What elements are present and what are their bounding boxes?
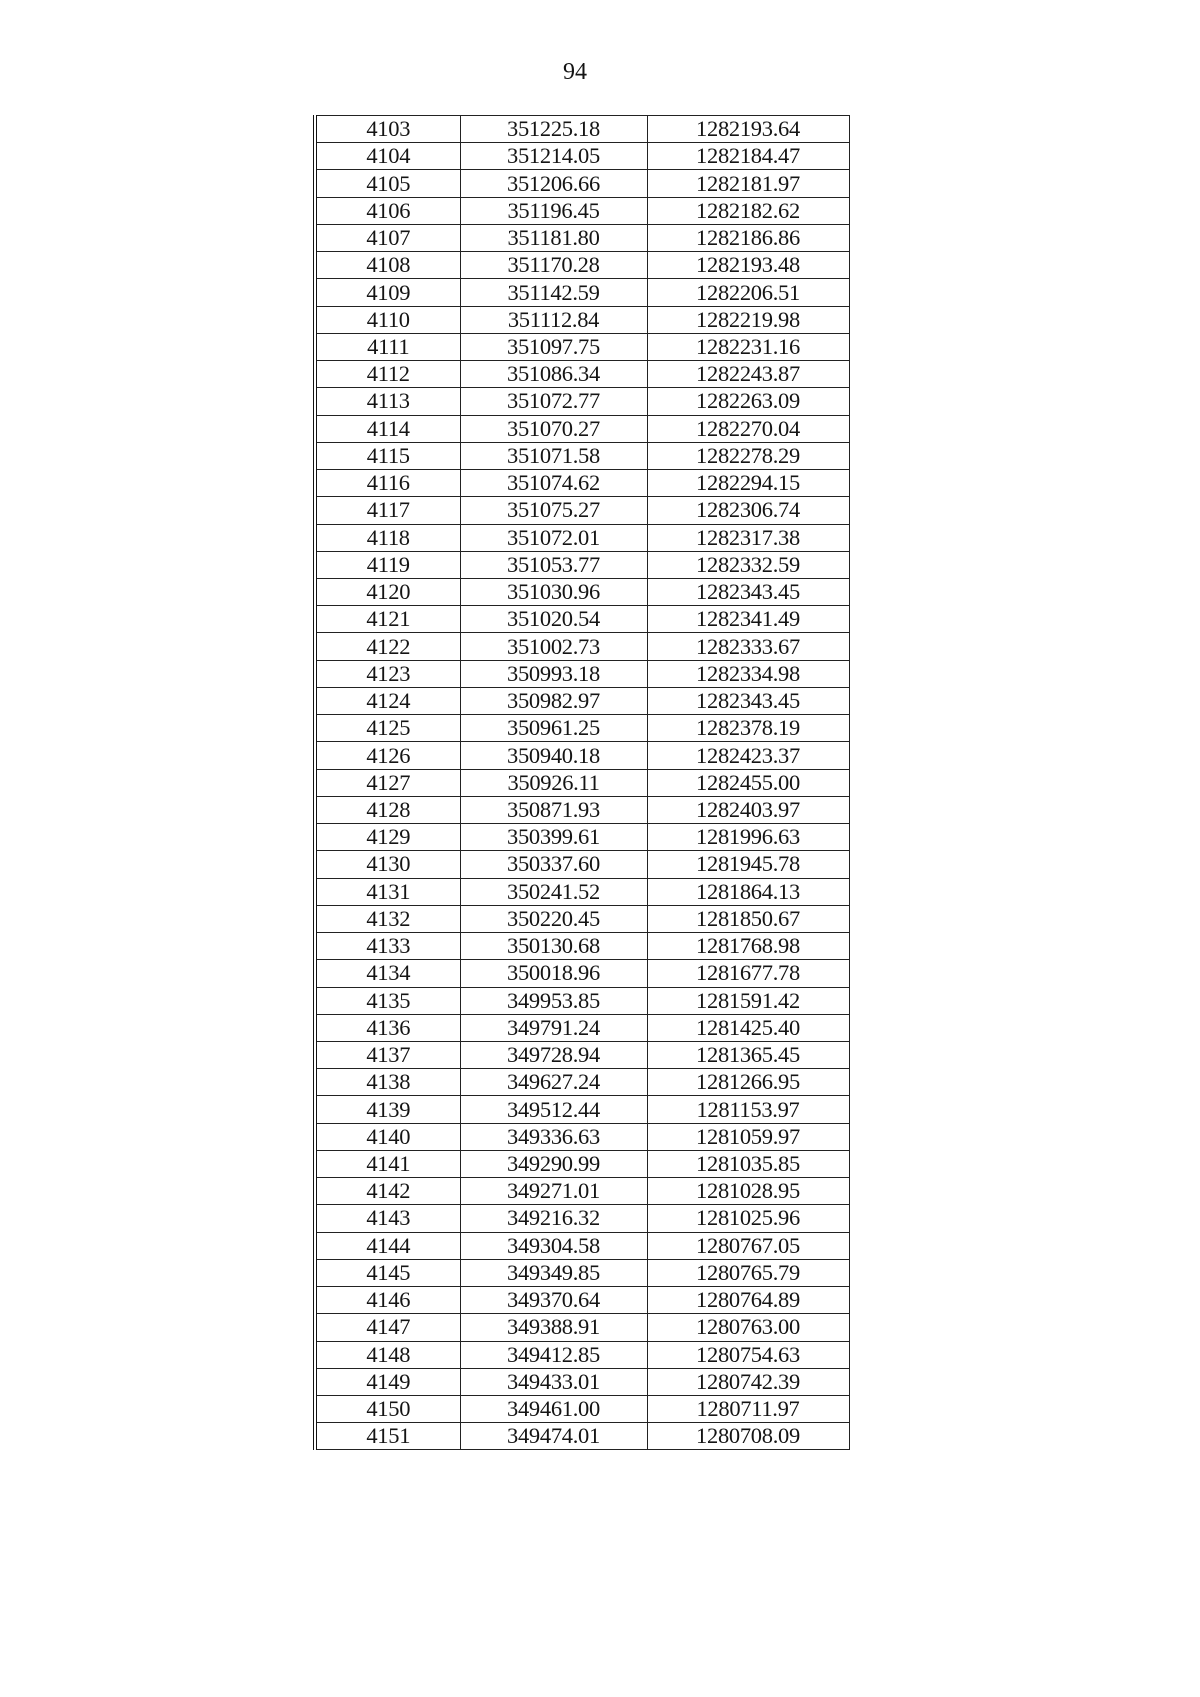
table-row bbox=[315, 1096, 849, 1123]
point-number-cell: 4107 bbox=[315, 224, 460, 251]
point-number-cell: 4142 bbox=[315, 1178, 460, 1205]
table-row bbox=[315, 742, 849, 769]
y-coordinate-cell: 1282455.00 bbox=[647, 769, 849, 796]
point-number-cell: 4112 bbox=[315, 361, 460, 388]
x-coordinate-cell: 349271.01 bbox=[460, 1178, 647, 1205]
table-row bbox=[315, 1150, 849, 1177]
table-row bbox=[315, 143, 849, 170]
point-number-cell: 4108 bbox=[315, 252, 460, 279]
table-row bbox=[315, 1314, 849, 1341]
point-number-cell: 4120 bbox=[315, 578, 460, 605]
x-coordinate-cell: 349216.32 bbox=[460, 1205, 647, 1232]
table-row bbox=[315, 878, 849, 905]
y-coordinate-cell: 1282193.64 bbox=[647, 116, 849, 143]
point-number-cell: 4132 bbox=[315, 905, 460, 932]
point-number-cell: 4136 bbox=[315, 1014, 460, 1041]
x-coordinate-cell: 350399.61 bbox=[460, 824, 647, 851]
table-row bbox=[315, 1178, 849, 1205]
x-coordinate-cell: 349304.58 bbox=[460, 1232, 647, 1259]
x-coordinate-cell: 349388.91 bbox=[460, 1314, 647, 1341]
x-coordinate-cell: 351206.66 bbox=[460, 170, 647, 197]
y-coordinate-cell: 1282333.67 bbox=[647, 633, 849, 660]
point-number-cell: 4139 bbox=[315, 1096, 460, 1123]
table-row bbox=[315, 1232, 849, 1259]
point-number-cell: 4113 bbox=[315, 388, 460, 415]
y-coordinate-cell: 1282219.98 bbox=[647, 306, 849, 333]
table-row bbox=[315, 1341, 849, 1368]
x-coordinate-cell: 350337.60 bbox=[460, 851, 647, 878]
y-coordinate-cell: 1280742.39 bbox=[647, 1368, 849, 1395]
table-row bbox=[315, 933, 849, 960]
point-number-cell: 4151 bbox=[315, 1423, 460, 1450]
x-coordinate-cell: 351020.54 bbox=[460, 606, 647, 633]
table-row bbox=[315, 796, 849, 823]
x-coordinate-cell: 351053.77 bbox=[460, 551, 647, 578]
x-coordinate-cell: 349728.94 bbox=[460, 1041, 647, 1068]
x-coordinate-cell: 350993.18 bbox=[460, 660, 647, 687]
point-number-cell: 4105 bbox=[315, 170, 460, 197]
point-number-cell: 4130 bbox=[315, 851, 460, 878]
point-number-cell: 4133 bbox=[315, 933, 460, 960]
table-row bbox=[315, 197, 849, 224]
point-number-cell: 4115 bbox=[315, 442, 460, 469]
table-row bbox=[315, 633, 849, 660]
y-coordinate-cell: 1282317.38 bbox=[647, 524, 849, 551]
y-coordinate-cell: 1280711.97 bbox=[647, 1396, 849, 1423]
y-coordinate-cell: 1281945.78 bbox=[647, 851, 849, 878]
y-coordinate-cell: 1280765.79 bbox=[647, 1259, 849, 1286]
x-coordinate-cell: 350940.18 bbox=[460, 742, 647, 769]
x-coordinate-cell: 351112.84 bbox=[460, 306, 647, 333]
point-number-cell: 4126 bbox=[315, 742, 460, 769]
table-row bbox=[315, 851, 849, 878]
point-number-cell: 4123 bbox=[315, 660, 460, 687]
x-coordinate-cell: 349336.63 bbox=[460, 1123, 647, 1150]
coordinates-table bbox=[313, 115, 850, 1450]
point-number-cell: 4141 bbox=[315, 1150, 460, 1177]
x-coordinate-cell: 351086.34 bbox=[460, 361, 647, 388]
table-row bbox=[315, 606, 849, 633]
x-coordinate-cell: 349370.64 bbox=[460, 1287, 647, 1314]
table-row bbox=[315, 470, 849, 497]
x-coordinate-cell: 351002.73 bbox=[460, 633, 647, 660]
point-number-cell: 4129 bbox=[315, 824, 460, 851]
y-coordinate-cell: 1282423.37 bbox=[647, 742, 849, 769]
table-row bbox=[315, 1423, 849, 1450]
x-coordinate-cell: 350241.52 bbox=[460, 878, 647, 905]
point-number-cell: 4125 bbox=[315, 715, 460, 742]
table-row bbox=[315, 361, 849, 388]
page-number: 94 bbox=[563, 59, 587, 85]
table-row bbox=[315, 442, 849, 469]
y-coordinate-cell: 1282182.62 bbox=[647, 197, 849, 224]
x-coordinate-cell: 350926.11 bbox=[460, 769, 647, 796]
x-coordinate-cell: 351170.28 bbox=[460, 252, 647, 279]
x-coordinate-cell: 350220.45 bbox=[460, 905, 647, 932]
point-number-cell: 4145 bbox=[315, 1259, 460, 1286]
x-coordinate-cell: 350130.68 bbox=[460, 933, 647, 960]
point-number-cell: 4143 bbox=[315, 1205, 460, 1232]
table-row bbox=[315, 1259, 849, 1286]
table-row bbox=[315, 388, 849, 415]
y-coordinate-cell: 1281425.40 bbox=[647, 1014, 849, 1041]
table-row bbox=[315, 987, 849, 1014]
table-row bbox=[315, 1069, 849, 1096]
point-number-cell: 4114 bbox=[315, 415, 460, 442]
y-coordinate-cell: 1281028.95 bbox=[647, 1178, 849, 1205]
point-number-cell: 4121 bbox=[315, 606, 460, 633]
x-coordinate-cell: 349474.01 bbox=[460, 1423, 647, 1450]
y-coordinate-cell: 1282334.98 bbox=[647, 660, 849, 687]
point-number-cell: 4137 bbox=[315, 1041, 460, 1068]
y-coordinate-cell: 1282343.45 bbox=[647, 578, 849, 605]
table-row bbox=[315, 1123, 849, 1150]
table-row bbox=[315, 252, 849, 279]
table-row bbox=[315, 415, 849, 442]
y-coordinate-cell: 1281768.98 bbox=[647, 933, 849, 960]
x-coordinate-cell: 349953.85 bbox=[460, 987, 647, 1014]
table-row bbox=[315, 333, 849, 360]
x-coordinate-cell: 351030.96 bbox=[460, 578, 647, 605]
point-number-cell: 4122 bbox=[315, 633, 460, 660]
y-coordinate-cell: 1282193.48 bbox=[647, 252, 849, 279]
point-number-cell: 4103 bbox=[315, 116, 460, 143]
y-coordinate-cell: 1281677.78 bbox=[647, 960, 849, 987]
x-coordinate-cell: 349290.99 bbox=[460, 1150, 647, 1177]
point-number-cell: 4144 bbox=[315, 1232, 460, 1259]
point-number-cell: 4111 bbox=[315, 333, 460, 360]
table-row bbox=[315, 1014, 849, 1041]
x-coordinate-cell: 351097.75 bbox=[460, 333, 647, 360]
table-row bbox=[315, 279, 849, 306]
table-row bbox=[315, 660, 849, 687]
point-number-cell: 4146 bbox=[315, 1287, 460, 1314]
table-row bbox=[315, 960, 849, 987]
point-number-cell: 4149 bbox=[315, 1368, 460, 1395]
point-number-cell: 4106 bbox=[315, 197, 460, 224]
y-coordinate-cell: 1282270.04 bbox=[647, 415, 849, 442]
x-coordinate-cell: 351142.59 bbox=[460, 279, 647, 306]
table-row bbox=[315, 715, 849, 742]
y-coordinate-cell: 1282278.29 bbox=[647, 442, 849, 469]
x-coordinate-cell: 351214.05 bbox=[460, 143, 647, 170]
y-coordinate-cell: 1281266.95 bbox=[647, 1069, 849, 1096]
y-coordinate-cell: 1280763.00 bbox=[647, 1314, 849, 1341]
coordinates-table-body bbox=[315, 116, 849, 1450]
x-coordinate-cell: 350961.25 bbox=[460, 715, 647, 742]
point-number-cell: 4148 bbox=[315, 1341, 460, 1368]
y-coordinate-cell: 1282341.49 bbox=[647, 606, 849, 633]
point-number-cell: 4150 bbox=[315, 1396, 460, 1423]
y-coordinate-cell: 1282206.51 bbox=[647, 279, 849, 306]
y-coordinate-cell: 1282243.87 bbox=[647, 361, 849, 388]
table-row bbox=[315, 1396, 849, 1423]
x-coordinate-cell: 351071.58 bbox=[460, 442, 647, 469]
x-coordinate-cell: 351181.80 bbox=[460, 224, 647, 251]
table-row bbox=[315, 578, 849, 605]
x-coordinate-cell: 350982.97 bbox=[460, 687, 647, 714]
x-coordinate-cell: 349461.00 bbox=[460, 1396, 647, 1423]
table-row bbox=[315, 170, 849, 197]
table-row bbox=[315, 1368, 849, 1395]
y-coordinate-cell: 1282403.97 bbox=[647, 796, 849, 823]
x-coordinate-cell: 349349.85 bbox=[460, 1259, 647, 1286]
point-number-cell: 4140 bbox=[315, 1123, 460, 1150]
point-number-cell: 4147 bbox=[315, 1314, 460, 1341]
x-coordinate-cell: 351075.27 bbox=[460, 497, 647, 524]
table-row bbox=[315, 769, 849, 796]
x-coordinate-cell: 351072.77 bbox=[460, 388, 647, 415]
table-row bbox=[315, 824, 849, 851]
y-coordinate-cell: 1282294.15 bbox=[647, 470, 849, 497]
y-coordinate-cell: 1282343.45 bbox=[647, 687, 849, 714]
y-coordinate-cell: 1280764.89 bbox=[647, 1287, 849, 1314]
y-coordinate-cell: 1281996.63 bbox=[647, 824, 849, 851]
y-coordinate-cell: 1280754.63 bbox=[647, 1341, 849, 1368]
table-row bbox=[315, 551, 849, 578]
y-coordinate-cell: 1280767.05 bbox=[647, 1232, 849, 1259]
table-row bbox=[315, 497, 849, 524]
y-coordinate-cell: 1282306.74 bbox=[647, 497, 849, 524]
y-coordinate-cell: 1282186.86 bbox=[647, 224, 849, 251]
y-coordinate-cell: 1280708.09 bbox=[647, 1423, 849, 1450]
table-row bbox=[315, 1205, 849, 1232]
y-coordinate-cell: 1281035.85 bbox=[647, 1150, 849, 1177]
x-coordinate-cell: 350018.96 bbox=[460, 960, 647, 987]
y-coordinate-cell: 1281059.97 bbox=[647, 1123, 849, 1150]
point-number-cell: 4109 bbox=[315, 279, 460, 306]
x-coordinate-cell: 351074.62 bbox=[460, 470, 647, 497]
x-coordinate-cell: 349512.44 bbox=[460, 1096, 647, 1123]
table-row bbox=[315, 524, 849, 551]
point-number-cell: 4117 bbox=[315, 497, 460, 524]
point-number-cell: 4128 bbox=[315, 796, 460, 823]
point-number-cell: 4119 bbox=[315, 551, 460, 578]
point-number-cell: 4135 bbox=[315, 987, 460, 1014]
y-coordinate-cell: 1281864.13 bbox=[647, 878, 849, 905]
point-number-cell: 4124 bbox=[315, 687, 460, 714]
y-coordinate-cell: 1282184.47 bbox=[647, 143, 849, 170]
point-number-cell: 4118 bbox=[315, 524, 460, 551]
table-row bbox=[315, 687, 849, 714]
y-coordinate-cell: 1282263.09 bbox=[647, 388, 849, 415]
y-coordinate-cell: 1281365.45 bbox=[647, 1041, 849, 1068]
x-coordinate-cell: 351072.01 bbox=[460, 524, 647, 551]
y-coordinate-cell: 1282181.97 bbox=[647, 170, 849, 197]
x-coordinate-cell: 349791.24 bbox=[460, 1014, 647, 1041]
x-coordinate-cell: 349627.24 bbox=[460, 1069, 647, 1096]
y-coordinate-cell: 1281153.97 bbox=[647, 1096, 849, 1123]
y-coordinate-cell: 1282378.19 bbox=[647, 715, 849, 742]
x-coordinate-cell: 349412.85 bbox=[460, 1341, 647, 1368]
x-coordinate-cell: 349433.01 bbox=[460, 1368, 647, 1395]
point-number-cell: 4104 bbox=[315, 143, 460, 170]
table-row bbox=[315, 224, 849, 251]
x-coordinate-cell: 351225.18 bbox=[460, 116, 647, 143]
x-coordinate-cell: 351070.27 bbox=[460, 415, 647, 442]
table-row bbox=[315, 905, 849, 932]
point-number-cell: 4127 bbox=[315, 769, 460, 796]
table-row bbox=[315, 1041, 849, 1068]
x-coordinate-cell: 350871.93 bbox=[460, 796, 647, 823]
point-number-cell: 4134 bbox=[315, 960, 460, 987]
y-coordinate-cell: 1281025.96 bbox=[647, 1205, 849, 1232]
y-coordinate-cell: 1282231.16 bbox=[647, 333, 849, 360]
point-number-cell: 4110 bbox=[315, 306, 460, 333]
table-row bbox=[315, 116, 849, 143]
x-coordinate-cell: 351196.45 bbox=[460, 197, 647, 224]
table-row bbox=[315, 306, 849, 333]
y-coordinate-cell: 1281850.67 bbox=[647, 905, 849, 932]
point-number-cell: 4131 bbox=[315, 878, 460, 905]
table-row bbox=[315, 1287, 849, 1314]
point-number-cell: 4138 bbox=[315, 1069, 460, 1096]
point-number-cell: 4116 bbox=[315, 470, 460, 497]
y-coordinate-cell: 1282332.59 bbox=[647, 551, 849, 578]
y-coordinate-cell: 1281591.42 bbox=[647, 987, 849, 1014]
